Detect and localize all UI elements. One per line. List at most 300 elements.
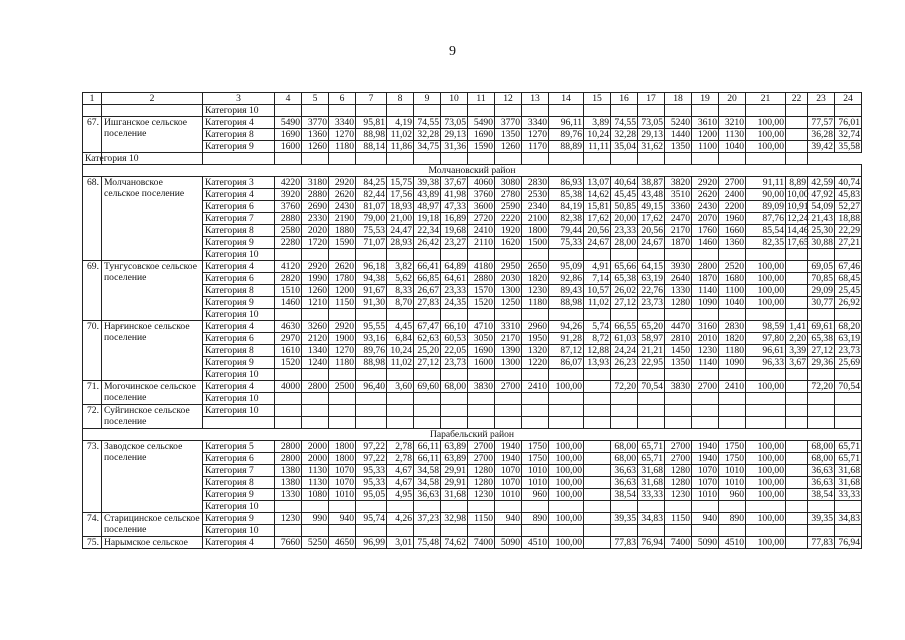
value-cell: 22,05 <box>441 345 468 357</box>
value-cell: 3770 <box>495 117 522 129</box>
value-cell: 2200 <box>719 201 746 213</box>
value-cell <box>522 105 549 117</box>
value-cell: 66,85 <box>414 273 441 285</box>
header-cell: 13 <box>522 93 549 105</box>
value-cell: 1280 <box>468 477 495 489</box>
value-cell: 88,89 <box>549 141 584 153</box>
value-cell: 52,27 <box>835 201 862 213</box>
value-cell: 18,88 <box>835 213 862 225</box>
value-cell: 2220 <box>495 213 522 225</box>
value-cell: 58,97 <box>638 333 665 345</box>
value-cell: 960 <box>719 489 746 501</box>
value-cell <box>468 309 495 321</box>
value-cell: 33,33 <box>835 489 862 501</box>
value-cell: 3610 <box>692 117 719 129</box>
value-cell: 23,33 <box>611 225 638 237</box>
value-cell: 2340 <box>522 201 549 213</box>
value-cell <box>786 453 808 465</box>
value-cell: 1180 <box>329 141 356 153</box>
value-cell <box>611 309 638 321</box>
value-cell: 1990 <box>302 273 329 285</box>
value-cell <box>692 405 719 417</box>
value-cell <box>549 417 584 429</box>
value-cell: 10,57 <box>584 285 611 297</box>
value-cell: 14,46 <box>787 225 809 236</box>
value-cell: 7660 <box>275 537 302 549</box>
value-cell: 100,00 <box>746 513 786 525</box>
value-cell <box>719 501 746 513</box>
value-cell <box>835 525 862 537</box>
value-cell <box>719 417 746 429</box>
value-cell: 96,61 <box>746 345 786 357</box>
value-cell: 68,00 <box>808 453 835 465</box>
value-cell: 94,26 <box>549 321 584 333</box>
value-cell: 3360 <box>665 201 692 213</box>
value-cell: 5250 <box>302 537 329 549</box>
value-cell <box>665 417 692 429</box>
header-cell: 23 <box>808 93 835 105</box>
category-cell: Категория 3 <box>203 177 275 189</box>
value-cell: 10,24 <box>584 129 611 141</box>
value-cell: 1230 <box>665 489 692 501</box>
header-cell: 17 <box>638 93 665 105</box>
category-cell: Категория 9 <box>203 513 275 525</box>
value-cell: 11,02 <box>584 297 611 309</box>
category-cell: Категория 6 <box>203 333 275 345</box>
header-cell: 14 <box>549 93 584 105</box>
category-cell: Категория 6 <box>203 453 275 465</box>
value-cell: 8,70 <box>387 297 414 309</box>
value-cell <box>786 525 808 537</box>
value-cell: 95,09 <box>549 261 584 273</box>
value-cell: 39,35 <box>611 513 638 525</box>
value-cell: 1330 <box>665 285 692 297</box>
value-cell <box>522 249 549 261</box>
value-cell <box>584 525 611 537</box>
value-cell <box>786 105 808 117</box>
value-cell: 1150 <box>665 513 692 525</box>
value-cell: 2700 <box>468 441 495 453</box>
value-cell: 1270 <box>329 345 356 357</box>
value-cell: 1230 <box>692 345 719 357</box>
value-cell: 1150 <box>468 513 495 525</box>
value-cell: 25,20 <box>414 345 441 357</box>
value-cell: 1520 <box>275 357 302 369</box>
value-cell: 1180 <box>329 357 356 369</box>
value-cell <box>387 105 414 117</box>
value-cell: 100,00 <box>549 453 584 465</box>
value-cell: 27,12 <box>611 297 638 309</box>
value-cell: 2410 <box>468 225 495 237</box>
value-cell <box>329 393 356 405</box>
value-cell: 2820 <box>275 273 302 285</box>
value-cell: 2620 <box>692 189 719 201</box>
value-cell: 10,00 <box>787 189 809 200</box>
value-cell: 66,41 <box>414 261 441 273</box>
value-cell: 1380 <box>275 477 302 489</box>
value-cell: 20,00 <box>611 213 638 225</box>
value-cell <box>356 525 387 537</box>
value-cell: 85,38 <box>549 189 584 201</box>
value-cell: 1010 <box>692 489 719 501</box>
value-cell: 1300 <box>495 357 522 369</box>
value-cell: 28,00 <box>611 237 638 249</box>
value-cell: 36,63 <box>611 477 638 489</box>
district-title: Молчановский район <box>83 165 862 177</box>
value-cell <box>835 393 862 405</box>
value-cell <box>638 393 665 405</box>
value-cell: 87,76 <box>746 213 786 225</box>
value-cell: 89,09 <box>746 201 786 213</box>
value-cell <box>786 369 808 381</box>
header-cell: 15 <box>584 93 611 105</box>
value-cell: 2400 <box>719 189 746 201</box>
value-cell: 100,00 <box>746 537 786 549</box>
value-cell: 68,00 <box>441 381 468 393</box>
value-cell: 79,44 <box>549 225 584 237</box>
value-cell: 1350 <box>665 357 692 369</box>
value-cell: 1130 <box>302 465 329 477</box>
value-cell: 76,01 <box>835 117 862 129</box>
value-cell: 43,89 <box>414 189 441 201</box>
value-cell: 77,57 <box>808 117 835 129</box>
value-cell: 2700 <box>719 177 746 189</box>
value-cell: 73,05 <box>441 117 468 129</box>
value-cell: 2880 <box>275 213 302 225</box>
value-cell: 15,75 <box>387 177 414 189</box>
value-cell: 68,00 <box>611 441 638 453</box>
value-cell: 100,00 <box>746 285 786 297</box>
value-cell: 65,71 <box>638 453 665 465</box>
value-cell: 47,33 <box>441 201 468 213</box>
value-cell: 95,81 <box>356 117 387 129</box>
value-cell: 1350 <box>665 141 692 153</box>
settlement-name: Ишганское сельское поселение <box>102 117 203 153</box>
value-cell <box>414 369 441 381</box>
value-cell: 890 <box>719 513 746 525</box>
value-cell: 2880 <box>468 273 495 285</box>
value-cell: 2800 <box>302 381 329 393</box>
category-cell: Категория 7 <box>203 213 275 225</box>
value-cell: 100,00 <box>746 117 786 129</box>
header-cell: 22 <box>786 93 808 105</box>
value-cell <box>746 249 786 261</box>
value-cell: 1570 <box>468 285 495 297</box>
row-number <box>83 105 102 117</box>
value-cell: 1820 <box>719 333 746 345</box>
value-cell: 4000 <box>275 381 302 393</box>
value-cell: 1690 <box>275 129 302 141</box>
value-cell <box>387 501 414 513</box>
value-cell: 1950 <box>522 333 549 345</box>
value-cell <box>468 249 495 261</box>
value-cell: 77,83 <box>808 537 835 549</box>
category-cell: Категория 9 <box>203 237 275 249</box>
value-cell: 2700 <box>692 381 719 393</box>
value-cell <box>522 153 549 165</box>
value-cell: 3080 <box>495 177 522 189</box>
value-cell: 3760 <box>468 189 495 201</box>
value-cell <box>356 105 387 117</box>
value-cell: 1040 <box>719 297 746 309</box>
value-cell: 1600 <box>468 357 495 369</box>
value-cell <box>786 501 808 513</box>
value-cell <box>835 405 862 417</box>
value-cell: 3930 <box>665 261 692 273</box>
value-cell: 1880 <box>329 225 356 237</box>
value-cell: 5240 <box>665 117 692 129</box>
value-cell: 65,71 <box>835 441 862 453</box>
value-cell: 89,76 <box>549 129 584 141</box>
value-cell: 1780 <box>329 273 356 285</box>
value-cell: 1090 <box>692 297 719 309</box>
value-cell <box>638 405 665 417</box>
value-cell: 36,28 <box>808 129 835 141</box>
value-cell: 4,91 <box>584 261 611 273</box>
value-cell: 1500 <box>522 237 549 249</box>
value-cell: 75,53 <box>356 225 387 237</box>
value-cell <box>786 153 808 165</box>
value-cell: 34,83 <box>638 513 665 525</box>
value-cell: 2780 <box>495 189 522 201</box>
value-cell: 97,80 <box>746 333 786 345</box>
value-cell: 67,46 <box>835 261 862 273</box>
value-cell: 39,42 <box>808 141 835 153</box>
value-cell: 29,09 <box>808 285 835 297</box>
value-cell: 2920 <box>329 321 356 333</box>
value-cell <box>441 405 468 417</box>
value-cell: 79,00 <box>356 213 387 225</box>
value-cell <box>786 465 808 477</box>
value-cell <box>549 525 584 537</box>
value-cell: 11,02 <box>387 129 414 141</box>
value-cell: 1070 <box>329 465 356 477</box>
value-cell: 1070 <box>692 477 719 489</box>
value-cell: 84,25 <box>356 177 387 189</box>
value-cell: 47,92 <box>808 189 835 201</box>
category-cell <box>203 417 275 429</box>
value-cell: 35,04 <box>611 141 638 153</box>
value-cell <box>275 417 302 429</box>
value-cell: 5,62 <box>387 273 414 285</box>
value-cell <box>414 393 441 405</box>
value-cell: 74,55 <box>611 117 638 129</box>
value-cell: 98,59 <box>746 321 786 333</box>
value-cell: 22,95 <box>638 357 665 369</box>
value-cell: 6,84 <box>387 333 414 345</box>
value-cell <box>746 501 786 513</box>
header-cell: 21 <box>746 93 786 105</box>
value-cell <box>495 393 522 405</box>
value-cell <box>329 405 356 417</box>
value-cell: 5490 <box>468 117 495 129</box>
value-cell: 69,05 <box>808 261 835 273</box>
value-cell: 4180 <box>468 261 495 273</box>
value-cell <box>468 405 495 417</box>
value-cell <box>584 465 611 477</box>
value-cell: 1280 <box>665 477 692 489</box>
value-cell <box>786 117 808 129</box>
value-cell <box>302 405 329 417</box>
value-cell: 1260 <box>495 141 522 153</box>
value-cell: 63,89 <box>441 441 468 453</box>
value-cell: 24,67 <box>638 237 665 249</box>
value-cell: 95,05 <box>356 489 387 501</box>
table-row <box>83 429 862 441</box>
value-cell <box>786 261 808 273</box>
value-cell <box>414 501 441 513</box>
value-cell <box>692 153 719 165</box>
value-cell: 74,55 <box>414 117 441 129</box>
value-cell <box>522 501 549 513</box>
value-cell: 2330 <box>302 213 329 225</box>
value-cell <box>275 369 302 381</box>
header-cell: 4 <box>275 93 302 105</box>
value-cell <box>665 393 692 405</box>
value-cell: 29,91 <box>441 477 468 489</box>
value-cell <box>275 501 302 513</box>
value-cell: 72,20 <box>808 381 835 393</box>
value-cell: 1130 <box>719 129 746 141</box>
value-cell: 2430 <box>329 201 356 213</box>
value-cell: 1940 <box>495 441 522 453</box>
value-cell: 100,00 <box>746 273 786 285</box>
value-cell: 1870 <box>665 237 692 249</box>
value-cell: 27,12 <box>808 345 835 357</box>
value-cell: 82,38 <box>549 213 584 225</box>
value-cell: 25,30 <box>808 225 835 237</box>
value-cell: 26,23 <box>611 357 638 369</box>
value-cell <box>611 525 638 537</box>
table-row <box>83 381 862 393</box>
value-cell: 73,05 <box>638 117 665 129</box>
value-cell <box>302 309 329 321</box>
value-cell: 4,26 <box>387 513 414 525</box>
value-cell: 2410 <box>522 381 549 393</box>
value-cell: 1440 <box>665 129 692 141</box>
value-cell: 95,33 <box>356 477 387 489</box>
value-cell: 43,48 <box>638 189 665 201</box>
value-cell: 2920 <box>302 261 329 273</box>
value-cell: 24,35 <box>441 297 468 309</box>
value-cell: 960 <box>522 489 549 501</box>
value-cell <box>495 417 522 429</box>
value-cell <box>495 405 522 417</box>
value-cell: 3820 <box>665 177 692 189</box>
value-cell <box>584 489 611 501</box>
value-cell: 1230 <box>275 513 302 525</box>
value-cell <box>808 393 835 405</box>
value-cell <box>719 105 746 117</box>
value-cell: 31,68 <box>638 477 665 489</box>
value-cell: 38,54 <box>808 489 835 501</box>
value-cell <box>387 525 414 537</box>
value-cell: 1800 <box>522 225 549 237</box>
value-cell: 2650 <box>522 261 549 273</box>
table-row <box>83 405 862 417</box>
value-cell: 26,67 <box>414 285 441 297</box>
value-cell: 31,68 <box>638 465 665 477</box>
header-cell: 2 <box>102 93 203 105</box>
value-cell <box>468 417 495 429</box>
value-cell: 65,20 <box>638 321 665 333</box>
value-cell: 91,11 <box>746 177 786 189</box>
value-cell: 27,83 <box>414 297 441 309</box>
value-cell: 3,39 <box>786 345 808 357</box>
value-cell: 75,48 <box>414 537 441 549</box>
value-cell: 100,00 <box>549 381 584 393</box>
value-cell <box>468 153 495 165</box>
value-cell <box>786 273 808 285</box>
value-cell: 2800 <box>692 261 719 273</box>
value-cell <box>746 309 786 321</box>
value-cell: 2170 <box>665 225 692 237</box>
value-cell <box>692 393 719 405</box>
value-cell <box>611 393 638 405</box>
settlement-name: Тунгусовское сельское поселение <box>102 261 203 321</box>
value-cell: 5090 <box>495 537 522 549</box>
value-cell <box>522 309 549 321</box>
value-cell: 31,68 <box>835 477 862 489</box>
value-cell: 1590 <box>468 141 495 153</box>
value-cell: 90,00 <box>746 189 786 201</box>
value-cell: 37,23 <box>414 513 441 525</box>
category-cell: Категория 4 <box>203 261 275 273</box>
value-cell: 2620 <box>329 189 356 201</box>
value-cell: 62,63 <box>414 333 441 345</box>
value-cell: 60,53 <box>441 333 468 345</box>
value-cell: 1460 <box>692 237 719 249</box>
value-cell: 96,18 <box>356 261 387 273</box>
value-cell: 1390 <box>495 345 522 357</box>
value-cell: 1090 <box>719 357 746 369</box>
value-cell: 24,24 <box>611 345 638 357</box>
value-cell: 92,86 <box>549 273 584 285</box>
value-cell: 31,36 <box>441 141 468 153</box>
value-cell: 2690 <box>302 201 329 213</box>
value-cell <box>275 153 302 165</box>
value-cell <box>495 105 522 117</box>
value-cell <box>522 393 549 405</box>
value-cell: 2520 <box>719 261 746 273</box>
value-cell: 100,00 <box>746 141 786 153</box>
value-cell <box>638 309 665 321</box>
header-cell: 16 <box>611 93 638 105</box>
value-cell: 28,93 <box>387 237 414 249</box>
value-cell: 10,91 <box>787 201 809 212</box>
category-cell: Категория 8 <box>203 477 275 489</box>
value-cell: 4,67 <box>387 465 414 477</box>
value-cell <box>808 249 835 261</box>
value-cell: 2720 <box>468 213 495 225</box>
value-cell: 1690 <box>468 345 495 357</box>
value-cell: 1170 <box>522 141 549 153</box>
category-cell: Категория 9 <box>203 357 275 369</box>
value-cell: 13,93 <box>584 357 611 369</box>
value-cell: 95,74 <box>356 513 387 525</box>
value-cell <box>549 393 584 405</box>
value-cell: 2880 <box>302 189 329 201</box>
value-cell: 36,63 <box>611 465 638 477</box>
value-cell: 11,11 <box>584 141 611 153</box>
value-cell: 82,35 <box>746 237 786 249</box>
value-cell: 1220 <box>522 357 549 369</box>
value-cell: 2,78 <box>387 441 414 453</box>
value-cell: 69,60 <box>414 381 441 393</box>
value-cell: 1320 <box>522 345 549 357</box>
value-cell <box>549 501 584 513</box>
header-row <box>83 93 862 105</box>
